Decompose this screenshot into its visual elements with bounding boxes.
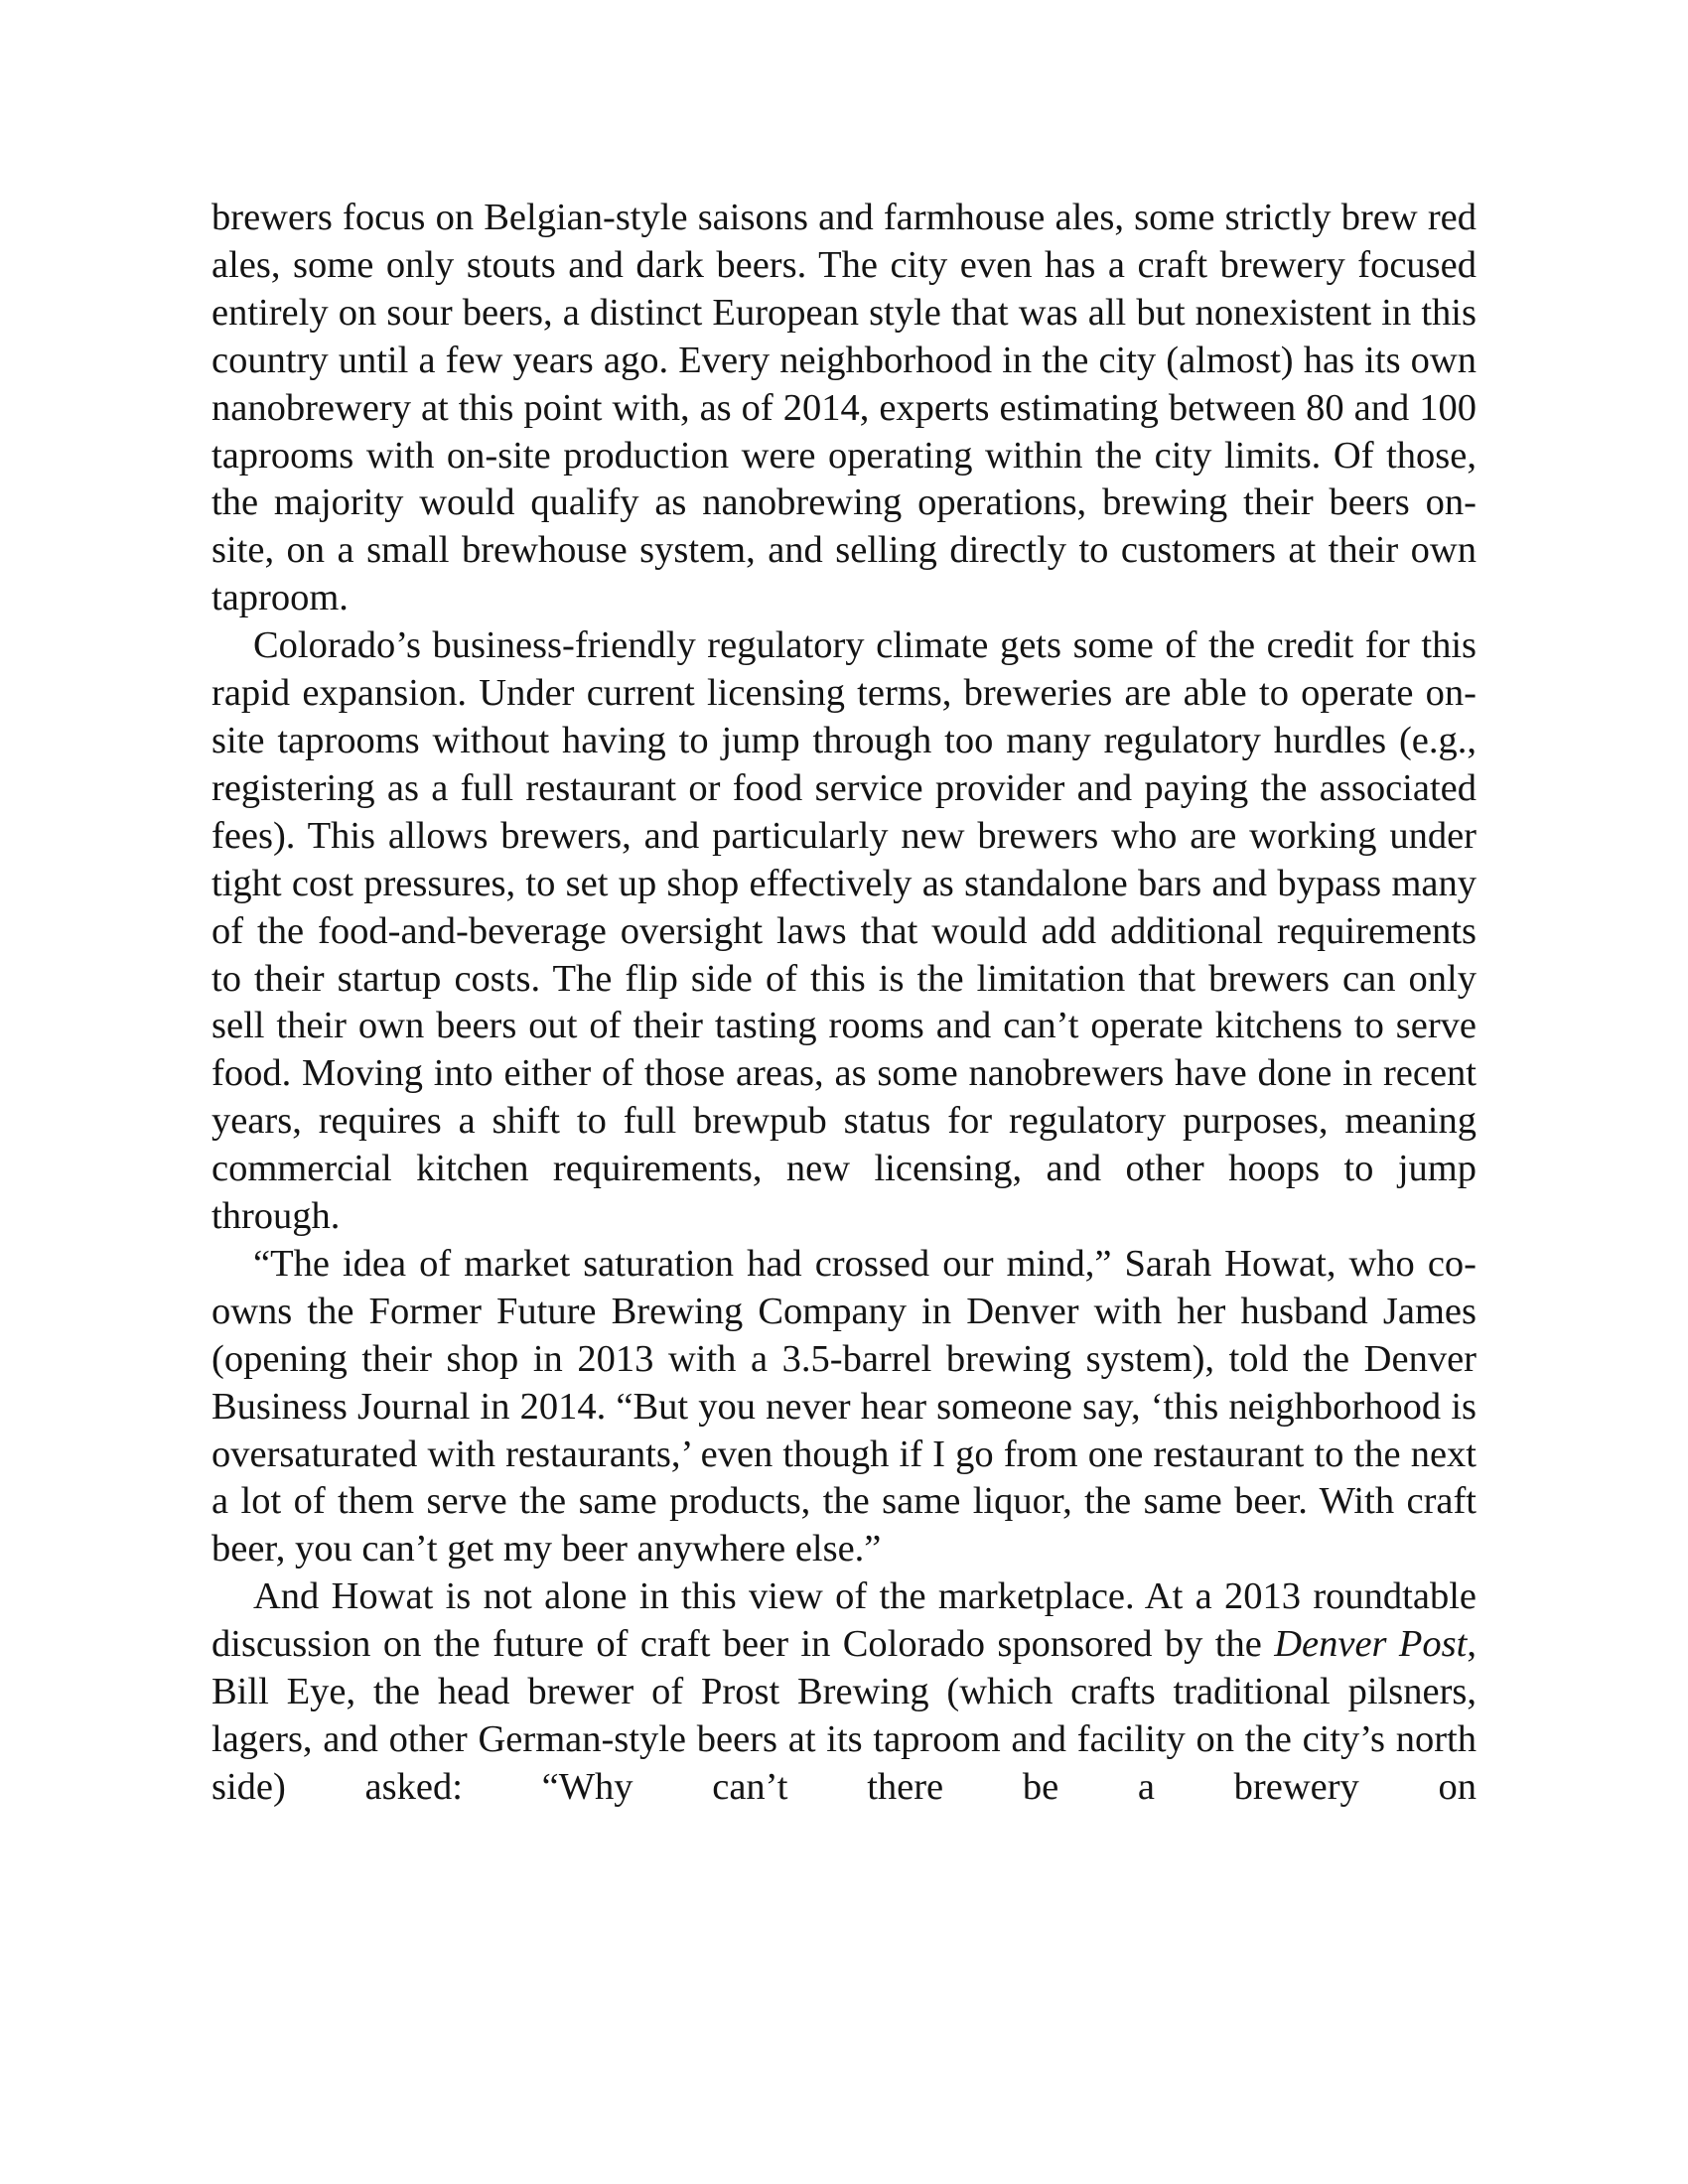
page-body xyxy=(211,195,1477,1812)
paragraph-1 xyxy=(211,195,1477,622)
paragraph-text: brewers focus on Belgian-style saisons and farmhouse ales, some strictly brew red ales, some only stouts and dark beers. The city even has a craft brewery focused entirely on sour beers, a distinct European style that was all but nonexistent in this country until a few years ago. Every neighborhood in the city (almost) has its own nanobrewery at this point with, as of 2014, experts estimating between 80 and 100 taprooms with on-site production were operating within the city limits. Of those, the majority would qualify as nanobrewing operations, brewing their beers on-site, on a small brewhouse system, and selling directly to customers at their own taproom. xyxy=(211,197,1477,619)
paragraph-text: And Howat is not alone in this view of the marketplace. At a 2013 roundtable discussion on the future of craft beer in Colorado sponsored by the xyxy=(211,1575,1477,1666)
paragraph-text: Colorado’s business-friendly regulatory climate gets some of the credit for this rapid expansion. Under current licensing terms, breweries are able to operate on-site taprooms without having to jump through too many regulatory hurdles (e.g., registering as a full restaurant or food service provider and paying the associated fees). This allows brewers, and particularly new brewers who are working under tight cost pressures, to set up shop effectively as standalone bars and bypass many of the food-and-beverage oversight laws that would add additional requirements to their startup costs. The flip side of this is the limitation that brewers can only sell their own beers out of their tasting rooms and can’t operate kitchens to serve food. Moving into either of those areas, as some nanobrewers have done in recent years, requires a shift to full brewpub status for regulatory purposes, meaning commercial kitchen requirements, new licensing, and other hoops to jump through. xyxy=(211,624,1477,1238)
paragraph-2 xyxy=(211,622,1477,1241)
publication-title: Denver Post xyxy=(1274,1623,1468,1666)
paragraph-4 xyxy=(211,1573,1477,1812)
paragraph-text: , Bill Eye, the head brewer of Prost Brewing (which crafts traditional pilsners, lagers, and other German-style beers at its taproom and facility on the city’s north side) asked: “Why can’t there be a brewery on xyxy=(211,1623,1477,1808)
paragraph-text: “The idea of market saturation had crossed our mind,” Sarah Howat, who co-owns the Former Future Brewing Company in Denver with her husband James (opening their shop in 2013 with a 3.5-barrel brewing system), told the Denver Business Journal in 2014. “But you never hear someone say, ‘this neighborhood is oversaturated with restaurants,’ even though if I go from one restaurant to the next a lot of them serve the same products, the same liquor, the same beer. With craft beer, you can’t get my beer anywhere else.” xyxy=(211,1242,1477,1570)
paragraph-3 xyxy=(211,1241,1477,1573)
